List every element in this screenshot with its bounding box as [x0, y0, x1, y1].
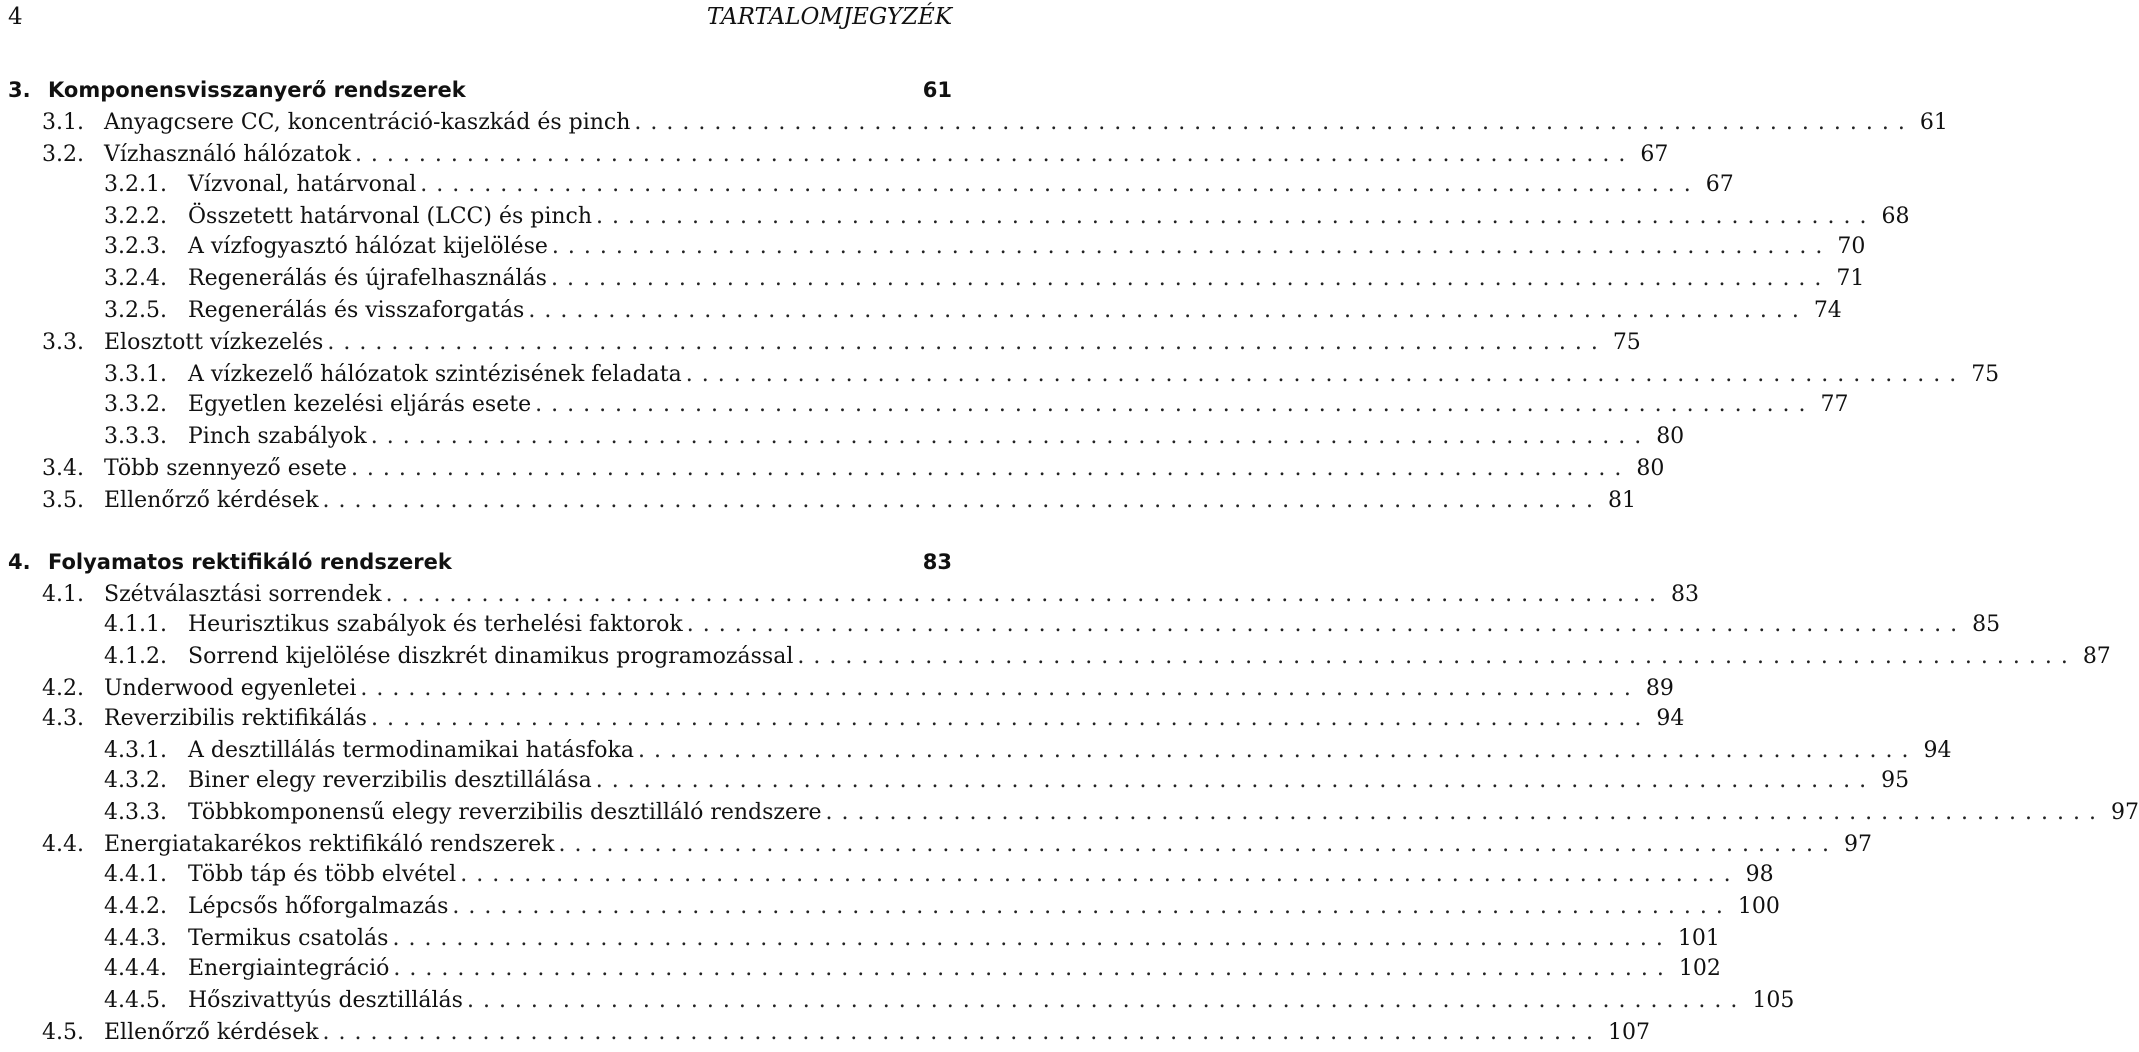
- toc-entry-page: 89: [1645, 676, 1674, 701]
- toc-entry-section[interactable]: [8, 330, 1641, 360]
- toc-entry-subsection[interactable]: [8, 768, 1910, 798]
- toc-entry-section[interactable]: [8, 456, 1665, 486]
- toc-entry-subsection[interactable]: [8, 738, 1952, 768]
- toc-entry-page: 81: [1607, 488, 1636, 513]
- toc-entry-title: A desztillálás termodinamikai hatásfoka: [188, 738, 634, 763]
- toc-entry-section[interactable]: [8, 142, 1669, 172]
- toc-entry-number: 3.3.: [42, 330, 84, 355]
- toc-entry-subsection[interactable]: [8, 894, 1780, 924]
- dot-leader: ................................................................................: [685, 362, 1966, 387]
- toc-entry-number: 4.3.1.: [104, 738, 167, 763]
- dot-leader: ................................................................................: [535, 392, 1815, 417]
- toc-entry-title: Energiatakarékos rektifikáló rendszerek: [104, 832, 555, 857]
- toc-entry-subsection[interactable]: [8, 204, 1910, 234]
- toc-entry-subsection[interactable]: [8, 362, 2000, 392]
- toc-entry-subsection[interactable]: [8, 234, 1866, 264]
- dot-leader: ................................................................................: [327, 330, 1607, 355]
- toc-entry-page: 83: [1671, 582, 1700, 607]
- toc-entry-title: Szétválasztási sorrendek: [104, 582, 382, 607]
- toc-entry-number: 3.5.: [42, 488, 84, 513]
- toc-entry-page: 75: [1971, 362, 2000, 387]
- toc-entry-page: 67: [1640, 142, 1669, 167]
- toc-entry-subsection[interactable]: [8, 926, 1720, 956]
- toc-entry-subsection[interactable]: [8, 862, 1774, 892]
- toc-entry-number: 4.5.: [42, 1020, 84, 1045]
- page-header: [8, 4, 952, 34]
- dot-leader: ................................................................................: [558, 832, 1838, 857]
- toc-entry-title: Egyetlen kezelési eljárás esete: [188, 392, 532, 417]
- toc-entry-number: 3.2.4.: [104, 266, 167, 291]
- toc-entry-page: 94: [1656, 706, 1685, 731]
- toc-entry-subsection[interactable]: [8, 172, 1734, 202]
- dot-leader: ................................................................................: [322, 488, 1602, 513]
- toc-entry-number: 4.4.5.: [104, 988, 167, 1013]
- toc-entry-number: 3.1.: [42, 110, 84, 135]
- toc-entry-page: 94: [1923, 738, 1952, 763]
- toc-entry-number: 4.: [8, 550, 31, 574]
- toc-entry-title: Regenerálás és újrafelhasználás: [188, 266, 547, 291]
- toc-entry-subsection[interactable]: [8, 800, 2139, 830]
- toc-entry-title: Pinch szabályok: [188, 424, 367, 449]
- dot-leader: ................................................................................: [825, 800, 2105, 825]
- toc-entry-page: 85: [1972, 612, 2001, 637]
- toc-entry-title: Heurisztikus szabályok és terhelési faktorok: [188, 612, 683, 637]
- dot-leader: ................................................................................: [460, 862, 1740, 887]
- toc-entry-number: 4.4.4.: [104, 956, 167, 981]
- toc-entry-title: Ellenőrző kérdések: [104, 1020, 319, 1045]
- toc-entry-chapter[interactable]: [8, 78, 952, 108]
- dot-leader: ................................................................................: [354, 142, 1635, 167]
- toc-entry-number: 3.2.2.: [104, 204, 167, 229]
- toc-entry-page: 80: [1656, 424, 1685, 449]
- toc-entry-number: 3.2.1.: [104, 172, 167, 197]
- dot-leader: ................................................................................: [550, 266, 1831, 291]
- dot-leader: ................................................................................: [551, 234, 1832, 259]
- dot-leader: ................................................................................: [452, 894, 1732, 919]
- toc-entry-title: Több szennyező esete: [104, 456, 347, 481]
- dot-leader: ................................................................................: [596, 204, 1876, 229]
- toc-entry-subsection[interactable]: [8, 424, 1685, 454]
- toc-entry-number: 4.1.: [42, 582, 84, 607]
- toc-entry-title: Hőszivattyús desztillálás: [188, 988, 463, 1013]
- toc-entry-title: Vízhasználó hálózatok: [104, 142, 351, 167]
- toc-entry-subsection[interactable]: [8, 266, 1865, 296]
- toc-entry-section[interactable]: [8, 676, 1674, 706]
- toc-entry-title: A vízfogyasztó hálózat kijelölése: [188, 234, 548, 259]
- toc-entry-page: 74: [1813, 298, 1842, 323]
- toc-entry-number: 4.3.2.: [104, 768, 167, 793]
- toc-entry-title: Folyamatos rektifikáló rendszerek: [48, 550, 452, 574]
- toc-entry-page: 97: [2111, 800, 2139, 825]
- toc-entry-number: 4.4.2.: [104, 894, 167, 919]
- toc-entry-section[interactable]: [8, 832, 1872, 862]
- dot-leader: ................................................................................: [528, 298, 1808, 323]
- toc-entry-section[interactable]: [8, 706, 1685, 736]
- toc-entry-number: 3.3.2.: [104, 392, 167, 417]
- toc-entry-page: 98: [1745, 862, 1774, 887]
- toc-entry-page: 107: [1607, 1020, 1650, 1045]
- toc-entry-number: 4.4.: [42, 832, 84, 857]
- toc-entry-page: 67: [1705, 172, 1734, 197]
- page-number: 4: [8, 4, 23, 30]
- toc-entry-number: 3.2.5.: [104, 298, 167, 323]
- dot-leader: ................................................................................: [322, 1020, 1602, 1045]
- toc-entry-page: 101: [1677, 926, 1720, 951]
- toc-entry-page: 61: [1919, 110, 1948, 135]
- toc-entry-number: 4.4.3.: [104, 926, 167, 951]
- running-title: TARTALOMJEGYZÉK: [706, 4, 952, 30]
- toc-entry-number: 4.1.2.: [104, 644, 167, 669]
- toc-entry-page: 97: [1843, 832, 1872, 857]
- toc-entry-page: 77: [1820, 392, 1849, 417]
- dot-leader: ................................................................................: [350, 456, 1631, 481]
- toc-entry-page: 71: [1836, 266, 1865, 291]
- toc-entry-title: Komponensvisszanyerő rendszerek: [48, 78, 466, 102]
- dot-leader: ................................................................................: [797, 644, 2077, 669]
- dot-leader: ................................................................................: [634, 110, 1914, 135]
- toc-entry-section[interactable]: [8, 110, 1948, 140]
- dot-leader: ................................................................................: [420, 172, 1700, 197]
- toc-entry-title: Reverzibilis rektifikálás: [104, 706, 367, 731]
- toc-entry-page: 100: [1737, 894, 1780, 919]
- dot-leader: ................................................................................: [393, 956, 1673, 981]
- toc-entry-number: 4.1.1.: [104, 612, 167, 637]
- toc-entry-chapter[interactable]: [8, 550, 952, 580]
- toc-entry-subsection[interactable]: [8, 392, 1849, 422]
- toc-entry-number: 3.4.: [42, 456, 84, 481]
- toc-entry-page: 68: [1881, 204, 1910, 229]
- toc-entry-title: Regenerálás és visszaforgatás: [188, 298, 525, 323]
- toc-entry-title: Összetett határvonal (LCC) és pinch: [188, 204, 593, 229]
- toc-entry-subsection[interactable]: [8, 644, 2111, 674]
- toc-entry-title: Energiaintegráció: [188, 956, 390, 981]
- toc-entry-title: Biner elegy reverzibilis desztillálása: [188, 768, 592, 793]
- toc-entry-title: Anyagcsere CC, koncentráció-kaszkád és pinch: [104, 110, 631, 135]
- toc-entry-number: 3.: [8, 78, 31, 102]
- toc-entry-page: 102: [1678, 956, 1721, 981]
- toc-entry-page: 80: [1636, 456, 1665, 481]
- toc-entry-number: 4.4.1.: [104, 862, 167, 887]
- toc-entry-title: Vízvonal, határvonal: [188, 172, 417, 197]
- toc-entry-subsection[interactable]: [8, 956, 1721, 986]
- toc-entry-number: 3.2.3.: [104, 234, 167, 259]
- toc-entry-section[interactable]: [8, 488, 1636, 518]
- toc-entry-title: A vízkezelő hálózatok szintézisének feladata: [188, 362, 682, 387]
- toc-entry-page: 61: [922, 78, 952, 102]
- toc-entry-subsection[interactable]: [8, 298, 1842, 328]
- toc-entry-title: Többkomponensű elegy reverzibilis desztilláló rendszere: [188, 800, 822, 825]
- toc-entry-number: 4.3.: [42, 706, 84, 731]
- toc-entry-title: Lépcsős hőforgalmazás: [188, 894, 449, 919]
- toc-entry-page: 95: [1881, 768, 1910, 793]
- dot-leader: ................................................................................: [638, 738, 1918, 763]
- dot-leader: ................................................................................: [392, 926, 1672, 951]
- toc-entry-subsection[interactable]: [8, 988, 1795, 1018]
- toc-entry-subsection[interactable]: [8, 612, 2001, 642]
- toc-entry-page: 87: [2082, 644, 2111, 669]
- toc-entry-number: 3.3.1.: [104, 362, 167, 387]
- toc-entry-number: 4.2.: [42, 676, 84, 701]
- toc-entry-number: 3.3.3.: [104, 424, 167, 449]
- dot-leader: ................................................................................: [360, 676, 1640, 701]
- dot-leader: ................................................................................: [370, 706, 1651, 731]
- toc-entry-title: Ellenőrző kérdések: [104, 488, 319, 513]
- toc-entry-page: 70: [1837, 234, 1866, 259]
- toc-entry-number: 3.2.: [42, 142, 84, 167]
- toc-entry-title: Termikus csatolás: [188, 926, 389, 951]
- toc-entry-title: Elosztott vízkezelés: [104, 330, 324, 355]
- dot-leader: ................................................................................: [595, 768, 1876, 793]
- toc-entry-page: 83: [922, 550, 952, 574]
- dot-leader: ................................................................................: [385, 582, 1666, 607]
- dot-leader: ................................................................................: [370, 424, 1651, 449]
- toc-entry-number: 4.3.3.: [104, 800, 167, 825]
- toc-entry-page: 75: [1612, 330, 1641, 355]
- toc-entry-title: Underwood egyenletei: [104, 676, 357, 701]
- toc-entry-section[interactable]: [8, 582, 1700, 612]
- toc-entry-title: Több táp és több elvétel: [188, 862, 457, 887]
- dot-leader: ................................................................................: [466, 988, 1747, 1013]
- toc-entry-page: 105: [1752, 988, 1795, 1013]
- toc-entry-title: Sorrend kijelölése diszkrét dinamikus programozással: [188, 644, 794, 669]
- toc-entry-section[interactable]: [8, 1020, 1650, 1050]
- dot-leader: ................................................................................: [686, 612, 1967, 637]
